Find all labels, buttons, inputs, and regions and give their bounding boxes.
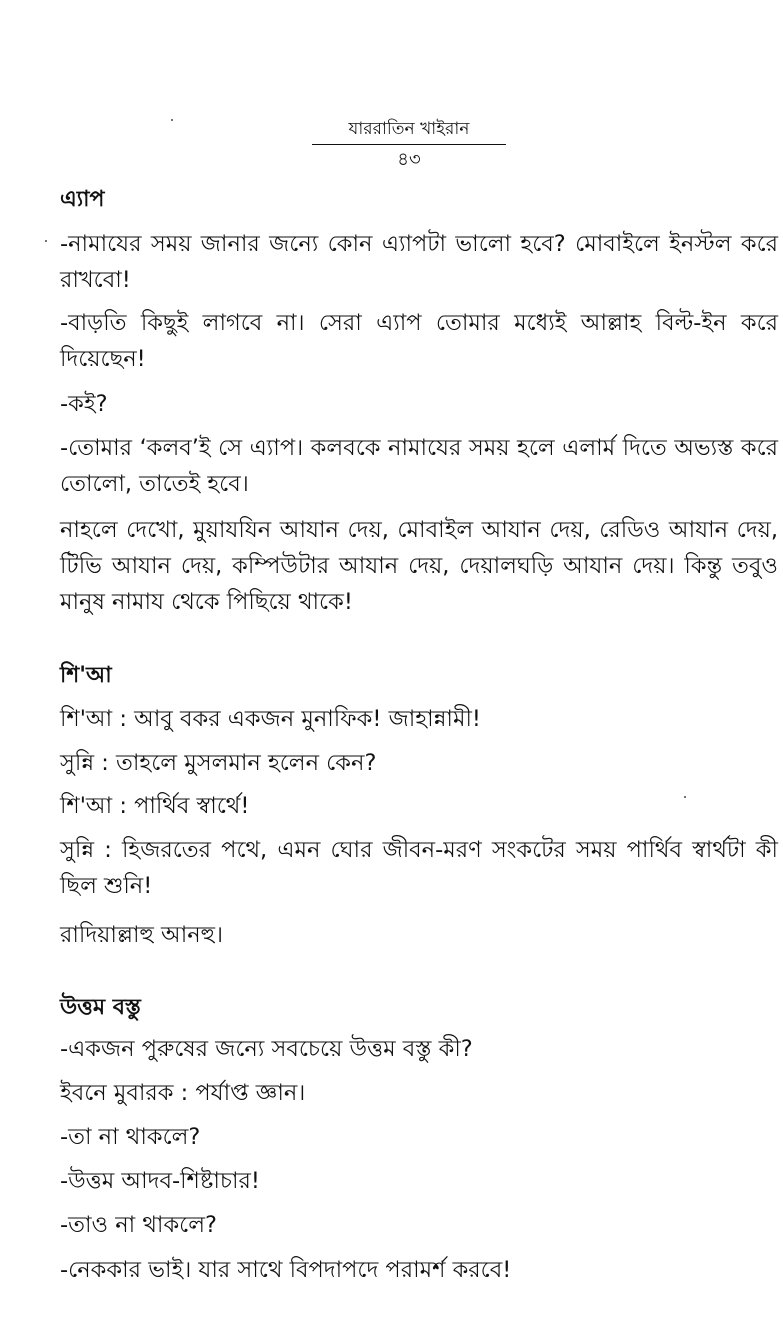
dialogue-line: -তা না থাকলে? — [60, 1124, 201, 1150]
dialogue-line: -একজন পুরুষের জন্যে সবচেয়ে উত্তম বস্তু কী? — [60, 1036, 473, 1062]
dialogue-line: ইবনে মুবারক : পর্যাপ্ত জ্ঞান। — [60, 1080, 306, 1106]
paragraph: -তোমার ‘কলব’ই সে এ্যাপ। কলবকে নামাযের সময় হলে এলার্ম দিতে অভ্যস্ত করে তোলো, তাতেই হবে। — [60, 435, 778, 497]
scan-speck — [684, 796, 686, 798]
dialogue-line: সুন্নি : হিজরতের পথে, এমন ঘোর জীবন-মরণ সংকটের সময় পার্থিব স্বার্থটা কী ছিল শুনি! — [60, 837, 778, 899]
dialogue-line: -উত্তম আদব-শিষ্টাচার! — [60, 1168, 260, 1194]
dialogue-line: শি'আ : পার্থিব স্বার্থে! — [60, 793, 250, 819]
dialogue-line: সুন্নি : তাহলে মুসলমান হলেন কেন? — [60, 750, 377, 776]
header-underline — [312, 144, 506, 145]
paragraph: নাহলে দেখো, মুয়াযযিন আযান দেয়, মোবাইল আযান দেয়, রেডিও আযান দেয়, টিভি আযান দেয়, কম্পিউটার আযান দেয়, দেয়ালঘড়ি আযান দেয়। কিন্তু তবুও মানুষ নামায থেকে পিছিয়ে থাকে! — [60, 517, 778, 615]
dialogue-line: রাদিয়াল্লাহু আনহু। — [60, 922, 224, 948]
paragraph: -নামাযের সময় জানার জন্যে কোন এ্যাপটা ভালো হবে? মোবাইলে ইনস্টল করে রাখবো! — [60, 231, 778, 293]
scan-speck — [171, 119, 173, 121]
section-heading-app: এ্যাপ — [60, 187, 105, 212]
section-heading-shia: শি'আ — [60, 663, 112, 688]
scan-speck — [45, 240, 47, 242]
page-number: ৪৩ — [397, 149, 421, 170]
dialogue-line: শি'আ : আবু বকর একজন মুনাফিক! জাহান্নামী! — [60, 706, 481, 732]
paragraph: -বাড়তি কিছুই লাগবে না। সেরা এ্যাপ তোমার মধ্যেই আল্লাহ বিল্ট-ইন করে দিয়েছেন! — [60, 310, 778, 372]
running-header-title: যাররাতিন খাইরান — [348, 119, 470, 139]
section-heading-best-thing: উত্তম বস্তু — [60, 995, 141, 1020]
paragraph: -কই? — [60, 391, 108, 417]
dialogue-line: -তাও না থাকলে? — [60, 1212, 217, 1238]
dialogue-line: -নেককার ভাই। যার সাথে বিপদাপদে পরামর্শ করবে! — [60, 1257, 512, 1283]
